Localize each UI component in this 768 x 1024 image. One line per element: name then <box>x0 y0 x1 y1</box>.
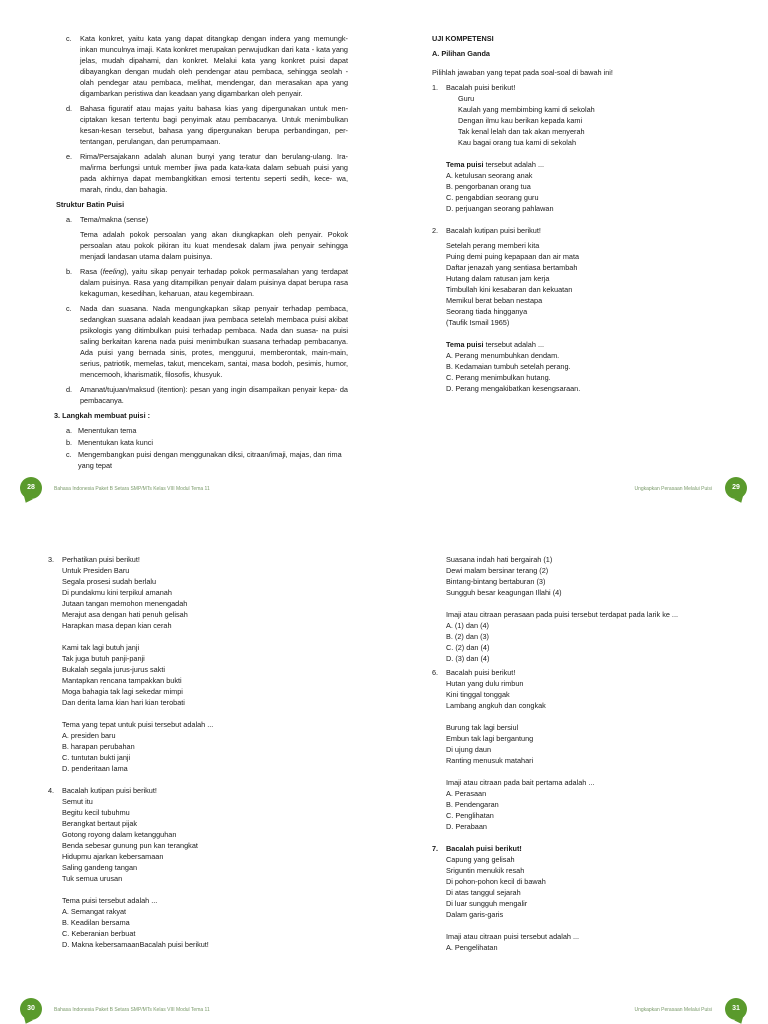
paragraph-rima: Rima/Persajakann adalah alunan bunyi yang teratur dan berulang-ulang. Ira- ma/irma berfungsi untuk member jiwa pada kata-kata dalam sebuah puisi yang pada akhirnya dapat membangkitkan emosi tertentu seperti sedih, kece- wa, marah, rindu, dan bahagia. <box>80 152 348 194</box>
question-text: Imaji atau citraan puisi tersebut adalah ... <box>446 932 580 941</box>
struktur-nada-text: Nada dan suasana. Nada mengungkapkan sikap penyair terhadap pembaca, sedangkan suasana adalah keadaan jiwa pembaca setelah membaca puisi akibat psikologis yang ditimbulkan puisi terhadap pembaca. Nada dan suasa- na puisi saling berkaitan karena nada puisi menimbulkan suasana terhadap pembacanya. Ada puisi yang bernada sinis, protes, menggurui, memberontak, main-main, serius, patriotik, memelas, takut, mencekam, santai, masa bodoh, pesimis, humor, mencemooh, kharismatik, filosofis, khusyuk. <box>80 304 348 379</box>
answer-option[interactable]: B. harapan perubahan <box>62 742 135 751</box>
poem: Setelah perang memberi kita Puing demi puing kepapaan dan air mata Daftar jenazah yang sentiasa bertambah Hutang dalam ratusan jam kerja Timbullah kini kesabaran dan kekuatan Memikul berat beban nestapa Seorang tiada hingganya (Taufik Ismail 1965) <box>446 241 580 327</box>
langkah-item: c. Mengembangkan puisi dengan menggunakan diksi, citraan/imaji, majas, dan rima yang tepat <box>66 450 342 470</box>
question-text: Tema puisi tersebut adalah ... <box>62 896 158 905</box>
struktur-item-nada: c. Nada dan suasana. Nada mengungkapkan sikap penyair terhadap pembaca, sedangkan suasana adalah keadaan jiwa pembaca setelah membaca puisi akibat psikologis yang ditimbulkan puisi terhadap pembaca. Nada dan suasa- na puisi saling berkaitan karena nada puisi menimbulkan suasana terhadap pembacanya. Ada puisi yang bernada sinis, protes, menggurui, memberontak, main-main, serius, patriotik, memelas, takut, mencekam, santai, masa bodoh, pesimis, humor, mencemooh, kharismatik, filosofis, khusyuk. <box>66 304 348 379</box>
struktur-tema-text: Tema adalah pokok persoalan yang akan diungkapkan oleh penyair. Pokok persoalan atau pokok pikiran itu kuat mendesak dalam jiwa penyair sehingga menjadi landasan utama dalam puisinya. <box>80 230 348 261</box>
page-number-badge: 29 <box>725 477 747 499</box>
answer-option[interactable]: D. penderitaan lama <box>62 764 128 773</box>
struktur-tema-title: Tema/makna (sense) <box>80 215 149 224</box>
page-31-content <box>432 554 722 953</box>
answer-options <box>446 788 722 832</box>
question-7: 7. Bacalah puisi berikut! Capung yang gelisah Sriguntin menukik resah Di pohon-pohon kecil di bawah Di atas tanggul sejarah Di luar sungguh mengalir Dalam garis-garis Imaji atau citraan puisi tersebut adalah ... A. Pengelihatan <box>432 843 722 953</box>
poem: Hutan yang dulu rimbun Kini tinggal tonggak Lambang angkuh dan congkak Burung tak lagi bersiul Embun tak lagi bergantung Di ujung daun Ranting menusuk matahari <box>446 679 546 765</box>
answer-option[interactable]: C. (2) dan (4) <box>446 643 490 652</box>
question-text: Tema yang tepat untuk puisi tersebut adalah ... <box>62 720 214 729</box>
spread-pages-30-31 <box>0 512 768 1024</box>
page-number-badge: 31 <box>725 998 747 1020</box>
struktur-item-tema: a. Tema/makna (sense) <box>52 214 348 225</box>
answer-option[interactable]: A. Perang menumbuhkan dendam. <box>446 351 560 360</box>
question-text: Tema puisi tersebut adalah ... <box>446 160 545 169</box>
langkah-item: a. Menentukan tema <box>66 426 137 435</box>
pilihan-ganda-heading: A. Pilihan Ganda <box>432 49 490 58</box>
answer-option[interactable]: D. perjuangan seorang pahlawan <box>446 204 554 213</box>
answer-option[interactable]: D. Perang mengakibatkan kesengsaraan. <box>446 384 581 393</box>
poem: Guru Kaulah yang membimbing kami di sekolah Dengan ilmu kau berikan kepada kami Tak kenal lelah dan tak akan menyerah Kau bagai orang tua kami di sekolah <box>458 94 595 147</box>
answer-option[interactable]: C. Perang menimbulkan hutang. <box>446 373 551 382</box>
poem: Semut itu Begitu kecil tubuhmu Berangkat bertaut pijak Gotong royong dalam ketangguhan Benda sebesar gunung pun kan terangkat Hidupmu ajarkan kebersamaan Saling gandeng tangan Tuk semua urusan <box>62 797 198 883</box>
langkah-heading: 3. Langkah membuat puisi : <box>54 411 151 420</box>
question-4: 4. Bacalah kutipan puisi berikut! Semut itu Begitu kecil tubuhmu Berangkat bertaut pijak Gotong royong dalam ketangguhan Benda sebesar gunung pun kan terangkat Hidupmu ajarkan kebersamaan Saling gandeng tangan Tuk semua urusan Tema puisi tersebut adalah ... A. Semangat rakyat B. Keadilan bersama C. Keberanian berbuat D. Makna kebersamaanBacalah puisi berikut! <box>48 785 348 950</box>
answer-option[interactable]: D. Makna kebersamaanBacalah puisi berikut! <box>62 940 209 949</box>
struktur-amanat-text: Amanat/tujuan/maksud (itention): pesan yang ingin disampaikan penyair kepa- da pembacanya. <box>80 385 348 405</box>
footer-chapter-title: Ungkapkan Perasaan Melalui Puisi <box>634 486 712 492</box>
poem: Untuk Presiden Baru Segala prosesi sudah berlalu Di pundakmu kini terpikul amanah Jutaan tangan memohon menengadah Merajut asa dengan hati penuh gelisah Harapkan masa depan kian cerah Kami tak lagi butuh janji Tak juga butuh panji-panji Bukalah segala jurus-jurus sakti Mantapkan rencana tampakkan bukti Moga bahagia tak lagi sekedar mimpi Dan derita lama kian hari kian terobati <box>62 566 188 707</box>
footer-book-title: Bahasa Indonesia Paket B Setara SMP/MTs Kelas VIII Modul Tema 11 <box>54 486 210 492</box>
answer-option[interactable]: C. Keberanian berbuat <box>62 929 136 938</box>
poem: Capung yang gelisah Sriguntin menukik resah Di pohon-pohon kecil di bawah Di atas tanggul sejarah Di luar sungguh mengalir Dalam garis-garis <box>446 855 546 919</box>
answer-option[interactable]: B. Kedamaian tumbuh setelah perang. <box>446 362 571 371</box>
page-28-content <box>52 33 348 471</box>
answer-option[interactable]: A. Pengelihatan <box>446 943 498 952</box>
footer-book-title: Bahasa Indonesia Paket B Setara SMP/MTs Kelas VIII Modul Tema 11 <box>54 1007 210 1013</box>
question-5-continued <box>432 554 722 664</box>
answer-options <box>446 170 722 214</box>
answer-options <box>446 620 722 664</box>
question-prompt: Bacalah kutipan puisi berikut! <box>62 786 157 795</box>
answer-option[interactable]: A. ketulusan seorang anak <box>446 171 533 180</box>
list-item-konkret: c. Kata konkret, yaitu kata yang dapat ditangkap dengan indera yang memungk- inkan munculnya imaji. Kata konkret merupakan perwujudkan dari kata - kata yang jelas, mudah dipahami, dan konkret. Melalui kata yang konkret puisi dapat dibayangkan dengan mudah oleh pendengar atau pembaca, sehingga seolah - olah pendegar atau pembaca, melihat, mendengar, dan merasakan apa yang digambarkan peristiwa dan keadaan yang digambarkan oleh penyair. <box>66 34 348 98</box>
answer-option[interactable]: A. (1) dan (4) <box>446 621 489 630</box>
footer <box>0 476 768 506</box>
poem: Suasana indah hati bergairah (1) Dewi malam bersinar terang (2) Bintang-bintang bertaburan (3) Sungguh besar keagungan Illahi (4) <box>446 555 562 597</box>
footer-chapter-title: Ungkapkan Perasaan Melalui Puisi <box>634 1007 712 1013</box>
answer-option[interactable]: B. Pendengaran <box>446 800 499 809</box>
answer-option[interactable]: C. tuntutan bukti janji <box>62 753 131 762</box>
paragraph-bahasa-figuratif: Bahasa figuratif atau majas yaitu bahasa kias yang dipergunakan untuk men- ciptakan kesan tertentu bagi penyimak atau pembacanya. Untuk menimbulkan kesan-kesan tersebut, bahasa yang dipergunakan berupa perbandingan, per- tentangan, perulangan, dan perumpamaan. <box>80 104 348 146</box>
answer-option[interactable]: B. (2) dan (3) <box>446 632 489 641</box>
question-prompt: Bacalah puisi berikut! <box>446 83 516 92</box>
question-2: 2. Bacalah kutipan puisi berikut! Setelah perang memberi kita Puing demi puing kepapaan dan air mata Daftar jenazah yang sentiasa bertambah Hutang dalam ratusan jam kerja Timbullah kini kesabaran dan kekuatan Memikul berat beban nestapa Seorang tiada hingganya (Taufik Ismail 1965) Tema puisi tersebut adalah ... A. Perang menumbuhkan dendam. B. Kedamaian tumbuh setelah perang. C. Perang menimbulkan hutang. D. Perang mengakibatkan kesengsaraan. <box>432 225 722 394</box>
question-6: 6. Bacalah puisi berikut! Hutan yang dulu rimbun Kini tinggal tonggak Lambang angkuh dan congkak Burung tak lagi bersiul Embun tak lagi bergantung Di ujung daun Ranting menusuk matahari Imaji atau citraan pada bait pertama adalah ... A. Perasaan B. Pendengaran C. Penglihatan D. Perabaan <box>432 667 722 832</box>
langkah-item: b. Menentukan kata kunci <box>66 438 154 447</box>
question-prompt: Bacalah kutipan puisi berikut! <box>446 226 541 235</box>
uji-kompetensi-heading: UJI KOMPETENSI <box>432 34 494 43</box>
question-3: 3. Perhatikan puisi berikut! Untuk Presiden Baru Segala prosesi sudah berlalu Di pundakmu kini terpikul amanah Jutaan tangan memohon menengadah Merajut asa dengan hati penuh gelisah Harapkan masa depan kian cerah Kami tak lagi butuh janji Tak juga butuh panji-panji Bukalah segala jurus-jurus sakti Mantapkan rencana tampakkan bukti Moga bahagia tak lagi sekedar mimpi Dan derita lama kian hari kian terobati Tema yang tepat untuk puisi tersebut adalah ... A. presiden baru B. harapan perubahan C. tuntutan bukti janji D. penderitaan lama <box>48 554 348 774</box>
list-item-rima: e. Rima/Persajakann adalah alunan bunyi yang teratur dan berulang-ulang. Ira- ma/irma berfungsi untuk member jiwa pada kata-kata dalam sebuah puisi yang pada akhirnya dapat membangkitkan emosi tertentu seperti sedih, kece- wa, marah, rindu, dan bahagia. <box>66 152 348 194</box>
question-1: 1. Bacalah puisi berikut! Guru Kaulah yang membimbing kami di sekolah Dengan ilmu kau berikan kepada kami Tak kenal lelah dan tak akan menyerah Kau bagai orang tua kami di sekolah Tema puisi tersebut adalah ... A. ketulusan seorang anak B. pengorbanan orang tua C. pengabdian seorang guru D. perjuangan seorang pahlawan <box>432 82 722 214</box>
answer-option[interactable]: D. (3) dan (4) <box>446 654 490 663</box>
answer-options <box>446 942 722 953</box>
list-item-figuratif: d. Bahasa figuratif atau majas yaitu bahasa kias yang dipergunakan untuk men- ciptakan kesan tertentu bagi penyimak atau pembacanya. Untuk menimbulkan kesan-kesan tersebut, bahasa yang dipergunakan berupa perbandingan, per- tentangan, perulangan, dan perumpamaan. <box>66 104 348 146</box>
question-text: Imaji atau citraan pada bait pertama adalah ... <box>446 778 595 787</box>
answer-option[interactable]: C. pengabdian seorang guru <box>446 193 539 202</box>
struktur-item-rasa: b. Rasa (feeling), yaitu sikap penyair terhadap pokok permasalahan yang terdapat dalam puisinya. Rasa yang ditampilkan penyair dalam puisinya dapat berupa rasa kekaguman, kesedihan, keharuan, atau kegembiraan. <box>66 267 348 298</box>
page-30-content <box>48 554 348 950</box>
question-text: Tema puisi tersebut adalah ... <box>446 340 545 349</box>
struktur-item-amanat: d. Amanat/tujuan/maksud (itention): pesan yang ingin disampaikan penyair kepa- da pembacanya. <box>66 385 348 405</box>
answer-option[interactable]: C. Penglihatan <box>446 811 494 820</box>
struktur-batin-heading: Struktur Batin Puisi <box>56 200 125 209</box>
question-prompt: Bacalah puisi berikut! <box>446 844 522 853</box>
question-prompt: Perhatikan puisi berikut! <box>62 555 140 564</box>
page-29-content <box>432 33 722 394</box>
answer-option[interactable]: A. Semangat rakyat <box>62 907 127 916</box>
question-text: Imaji atau citraan perasaan pada puisi tersebut terdapat pada larik ke ... <box>446 610 679 619</box>
page-number-badge: 28 <box>20 477 42 499</box>
answer-options <box>62 730 348 774</box>
answer-option[interactable]: A. Perasaan <box>446 789 487 798</box>
instruction-text: Pilihlah jawaban yang tepat pada soal-soal di bawah ini! <box>432 68 613 77</box>
answer-options <box>446 350 722 394</box>
paragraph-kata-konkret: Kata konkret, yaitu kata yang dapat ditangkap dengan indera yang memungk- inkan munculnya imaji. Kata konkret merupakan perwujudkan dari kata - kata yang jelas, mudah dipahami, dan konkret. Melalui kata yang konkret puisi dapat dibayangkan dengan mudah oleh pendengar atau pembaca, sehingga seolah - olah pendegar atau pembaca, melihat, mendengar, dan merasakan apa yang digambarkan peristiwa dan keadaan yang digambarkan oleh penyair. <box>80 34 348 98</box>
answer-option[interactable]: D. Perabaan <box>446 822 487 831</box>
answer-option[interactable]: A. presiden baru <box>62 731 116 740</box>
answer-options <box>62 906 348 950</box>
answer-option[interactable]: B. pengorbanan orang tua <box>446 182 531 191</box>
answer-option[interactable]: B. Keadilan bersama <box>62 918 130 927</box>
page-number-badge: 30 <box>20 998 42 1020</box>
footer <box>0 997 768 1024</box>
struktur-rasa-text: Rasa (feeling), yaitu sikap penyair terhadap pokok permasalahan yang terdapat dalam puisinya. Rasa yang ditampilkan penyair dalam puisinya dapat berupa rasa kekaguman, kesedihan, keharuan, atau kegembiraan. <box>80 267 348 298</box>
question-prompt: Bacalah puisi berikut! <box>446 668 516 677</box>
